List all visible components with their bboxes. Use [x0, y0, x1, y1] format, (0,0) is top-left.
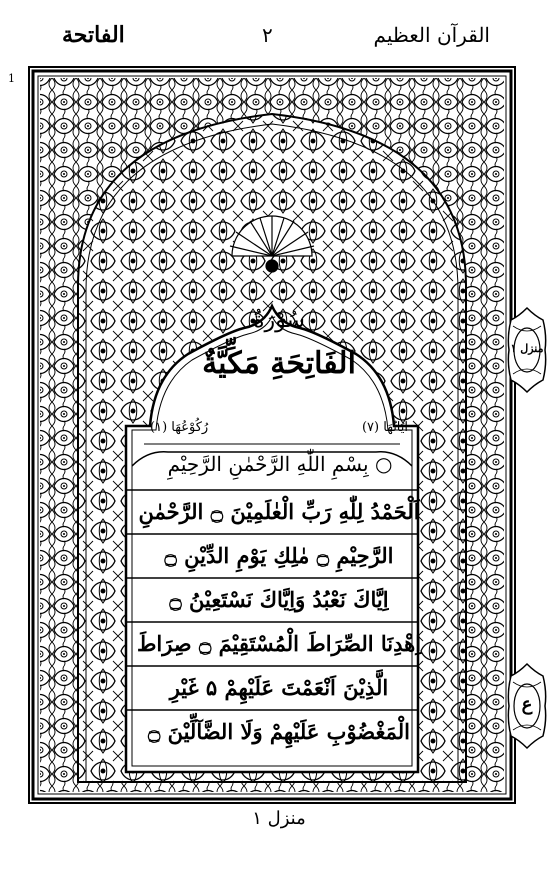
verse-line-2: الرَّحِيْمِ ۝ مٰلِكِ يَوْمِ الدِّيْنِ ۝	[164, 543, 394, 568]
bismillah: بِسْمِ اللّٰهِ الرَّحْمٰنِ الرَّحِيْمِ ○	[167, 452, 393, 476]
manzil-marker-label: منزل ۱	[510, 342, 544, 355]
surah-name-header: الفاتحة	[62, 22, 125, 48]
surah-title: الفَاتِحَةِ مَكِّيَّةٌ	[202, 346, 356, 381]
verse-line-6: الْمَغْضُوْبِ عَلَيْهِمْ وَلَا الضَّآلِّيْنَ ۝	[147, 719, 411, 744]
manzil-marker	[505, 306, 549, 394]
surah-label: سُوْرَةُ	[253, 308, 305, 333]
verse-line-5: الَّذِيْنَ اَنْعَمْتَ عَلَيْهِمْ ۵ غَيْرِ	[169, 675, 389, 700]
ruku-marker	[505, 662, 549, 750]
footer-manzil: منزل ۱	[252, 808, 306, 829]
ruku-count: رُكُوْعُهَا (١)	[150, 420, 209, 435]
corner-page-number: 1	[8, 72, 15, 85]
ayat-count: اٰيَاتُهَا (٧)	[361, 420, 408, 435]
verse-line-3: اِيَّاكَ نَعْبُدُ وَاِيَّاكَ نَسْتَعِيْنُ ۝	[169, 587, 389, 612]
verse-line-1: اَلْحَمْدُ لِلّٰهِ رَبِّ الْعٰلَمِيْنَ ۝ الرَّحْمٰنِ	[138, 499, 420, 524]
book-title: القرآن العظيم	[373, 23, 490, 47]
page-number: ۲	[262, 23, 273, 47]
verse-line-4: اِهْدِنَا الصِّرَاطَ الْمُسْتَقِيْمَ ۝ صِرَاطَ	[136, 631, 422, 656]
ruku-marker-label: ع	[521, 694, 533, 715]
